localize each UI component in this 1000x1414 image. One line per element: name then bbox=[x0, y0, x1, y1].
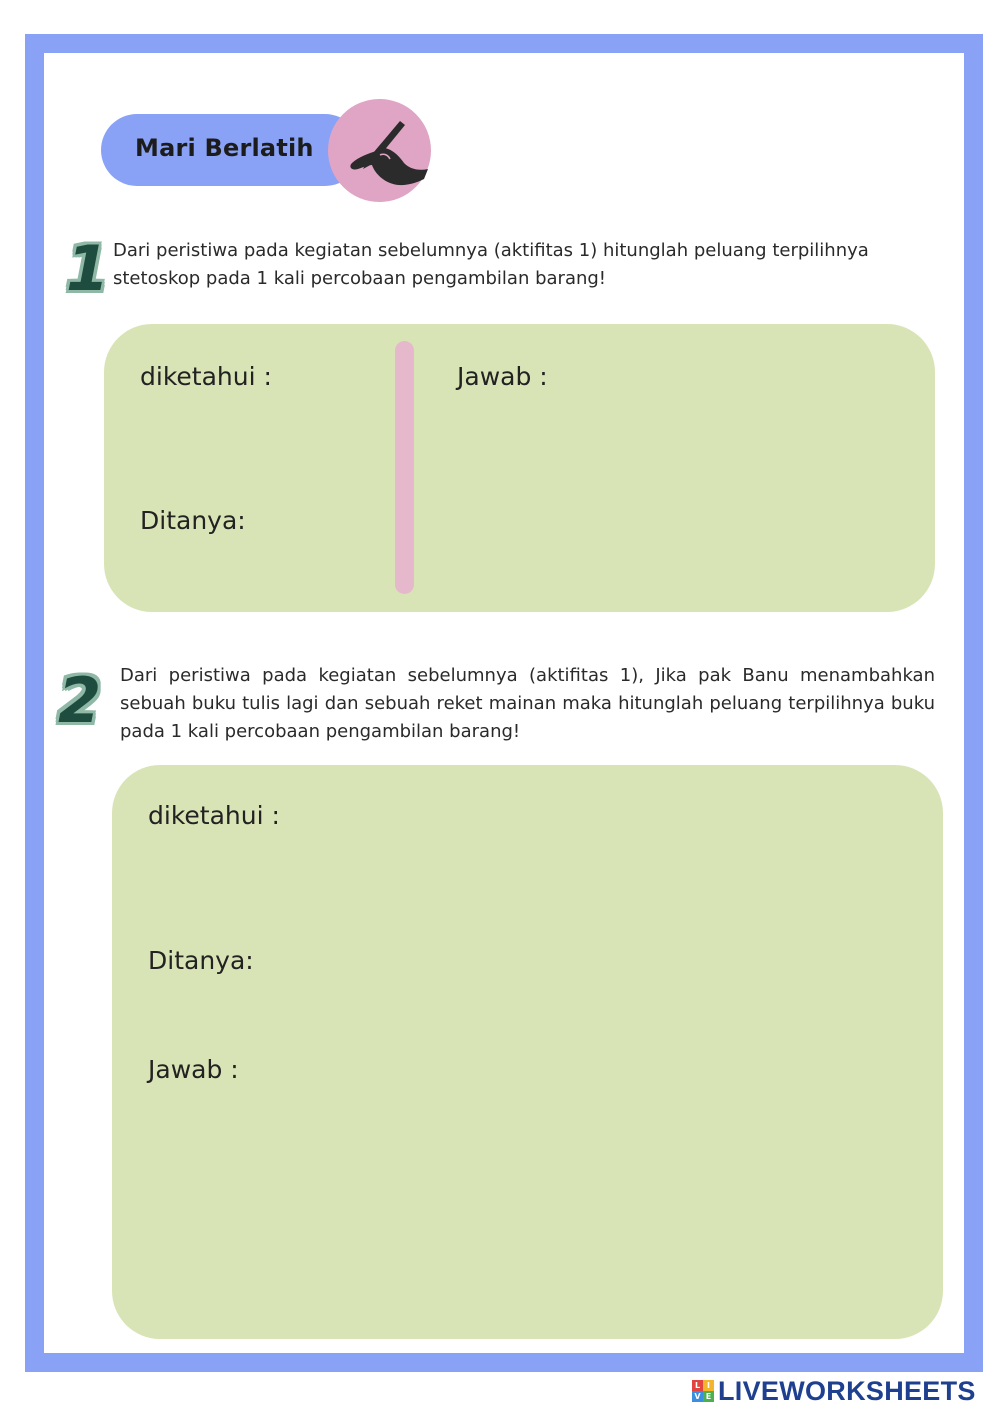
liveworksheets-logo-icon bbox=[692, 1380, 714, 1402]
section-title: Mari Berlatih bbox=[135, 134, 314, 162]
brand-name: LIVEWORKSHEETS bbox=[718, 1375, 976, 1406]
logo-letter: E bbox=[703, 1391, 714, 1402]
logo-letter: I bbox=[703, 1380, 714, 1391]
asked-label-1: Ditanya: bbox=[140, 506, 246, 535]
question-text-1: Dari peristiwa pada kegiatan sebelumnya (aktifitas 1) hitunglah peluang terpilihnya stetoskop pada 1 kali percobaan pengambilan barang! bbox=[113, 240, 869, 289]
liveworksheets-brand[interactable] bbox=[692, 1376, 976, 1406]
question-number-2: 2 bbox=[58, 664, 102, 737]
logo-letter: L bbox=[692, 1380, 703, 1391]
known-label-1: diketahui : bbox=[140, 362, 272, 391]
question-number-1: 1 bbox=[66, 232, 110, 305]
header-icon-badge bbox=[328, 99, 431, 202]
answer-label-1: Jawab : bbox=[457, 362, 548, 391]
answer-label-2: Jawab : bbox=[148, 1055, 239, 1084]
pen-hand-icon bbox=[328, 99, 431, 202]
panel-divider bbox=[395, 341, 414, 594]
asked-label-2: Ditanya: bbox=[148, 946, 254, 975]
known-label-2: diketahui : bbox=[148, 801, 280, 830]
answer-panel-2 bbox=[112, 765, 943, 1339]
logo-letter: V bbox=[692, 1391, 703, 1402]
question-text-2: Dari peristiwa pada kegiatan sebelumnya (aktifitas 1), Jika pak Banu menambahkan sebuah buku tulis lagi dan sebuah reket mainan maka hitunglah peluang terpilihnya buku pada 1 kali percobaan pengambilan barang! bbox=[120, 665, 935, 742]
